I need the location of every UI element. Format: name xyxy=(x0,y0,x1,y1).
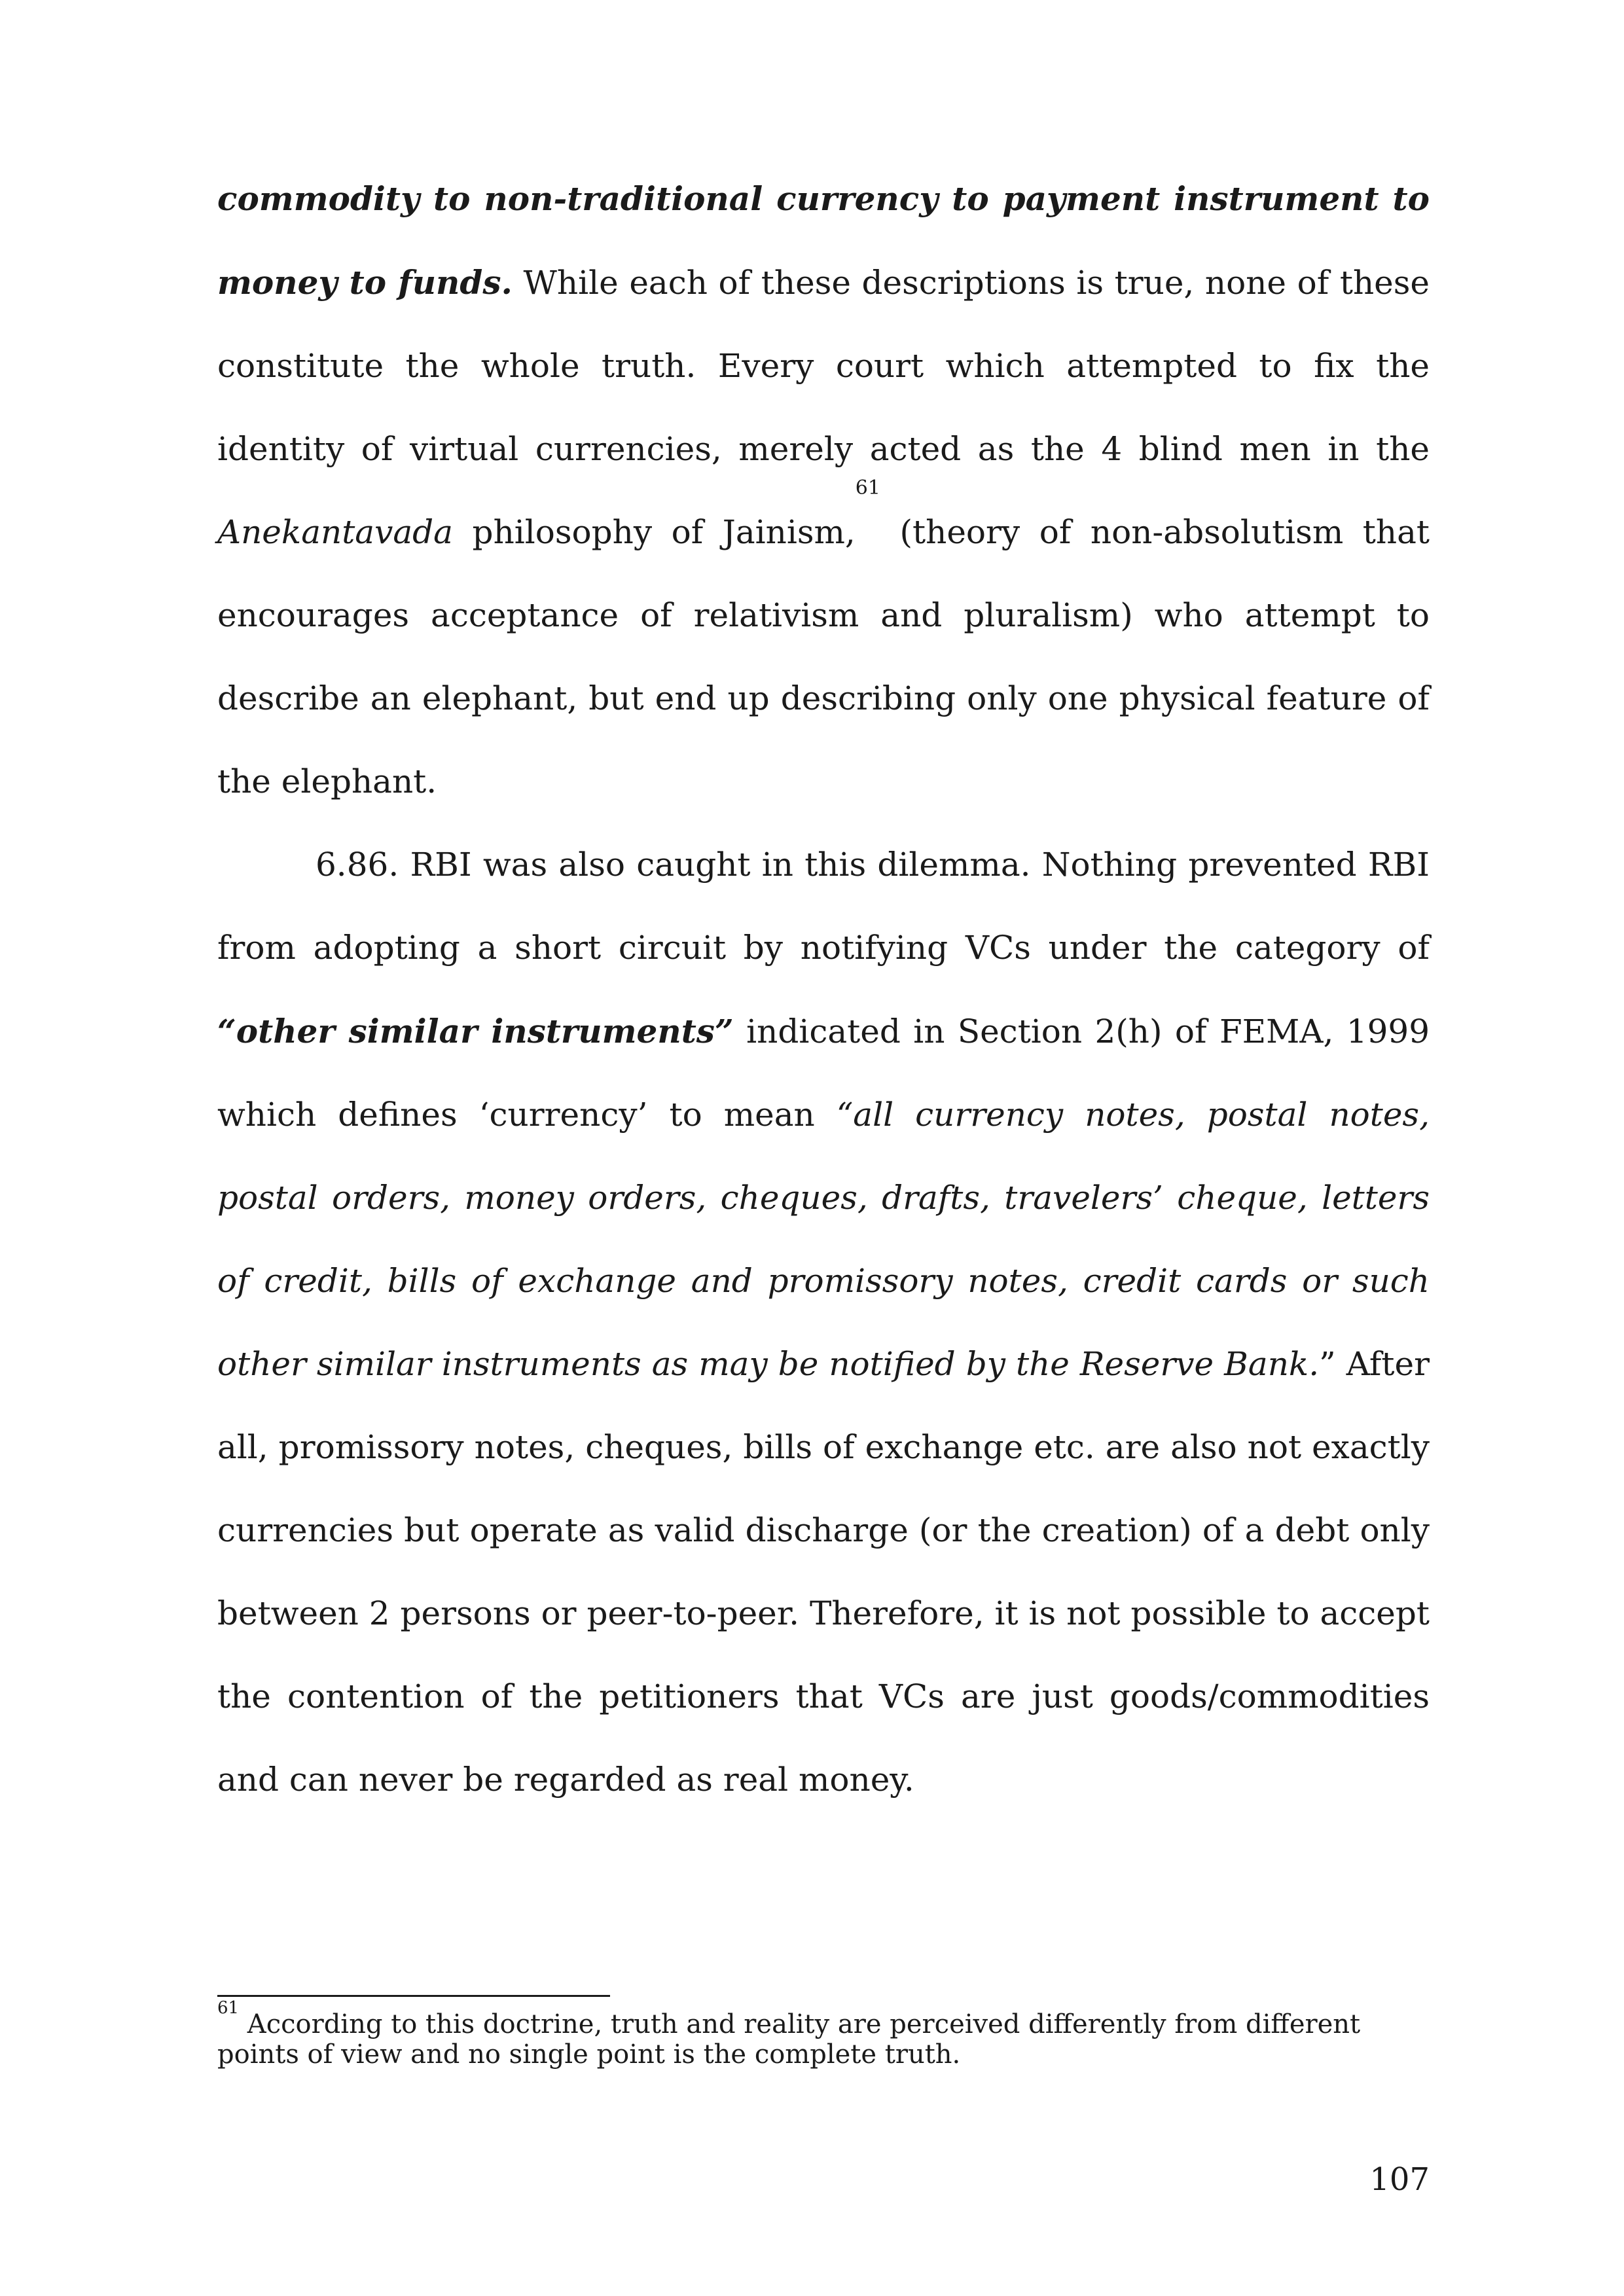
footnote-number: 61 xyxy=(217,1998,240,2018)
footnote-separator xyxy=(217,1995,610,1997)
paragraph-text: 6.86. RBI was also caught in this dilemma. Nothing prevented RBI from adopting a short circuit by notifying VCs under the category of xyxy=(217,846,1430,967)
paragraph-6-86 xyxy=(217,823,1430,1821)
paragraph-continuation xyxy=(217,157,1430,823)
italic-statute-quote: “all currency notes, postal notes, postal orders, money orders, cheques, drafts, travelers’ cheque, letters of credit, bills of exchange and promissory notes, credit cards or such other similar instruments as may be notified by the Reserve Bank. xyxy=(217,1096,1430,1383)
footnote-text: According to this doctrine, truth and reality are perceived differently from different points of view and no single point is the complete truth. xyxy=(217,2009,1361,2070)
document-body xyxy=(217,157,1430,1821)
bold-italic-lead: commodity to non-traditional currency to payment instrument to money to funds. xyxy=(217,179,1430,302)
paragraph-text: ” After all, promissory notes, cheques, bills of exchange etc. are also not exactly currencies but operate as valid discharge (or the creation) of a debt only between 2 persons or peer-to-peer. Therefore, it is not possible to accept the contention of the petitioners that VCs are just goods/commodities and can never be regarded as real money. xyxy=(217,1345,1430,1799)
paragraph-text: philosophy of Jainism, xyxy=(453,513,856,551)
paragraph-text: (theory of non-absolutism that encourages acceptance of relativism and pluralism) who attempt to describe an elephant, but end up describing only one physical feature of the elephant. xyxy=(217,513,1430,800)
bold-italic-quote: “other similar instruments” xyxy=(217,1012,734,1050)
footnote-reference[interactable]: 61 xyxy=(855,476,880,499)
page-number: 107 xyxy=(1369,2161,1430,2198)
footnote-61 xyxy=(217,1998,1430,2070)
paragraph-text: indicated in Section 2(h) of FEMA, 1999 which defines ‘currency’ to mean xyxy=(217,1013,1430,1134)
paragraph-text: While each of these descriptions is true, none of these constitute the whole truth. Every court which attempted to fix the identity of virtual currencies, merely acted as the 4 blind men in the xyxy=(217,264,1430,468)
italic-term: Anekantavada xyxy=(217,513,453,551)
